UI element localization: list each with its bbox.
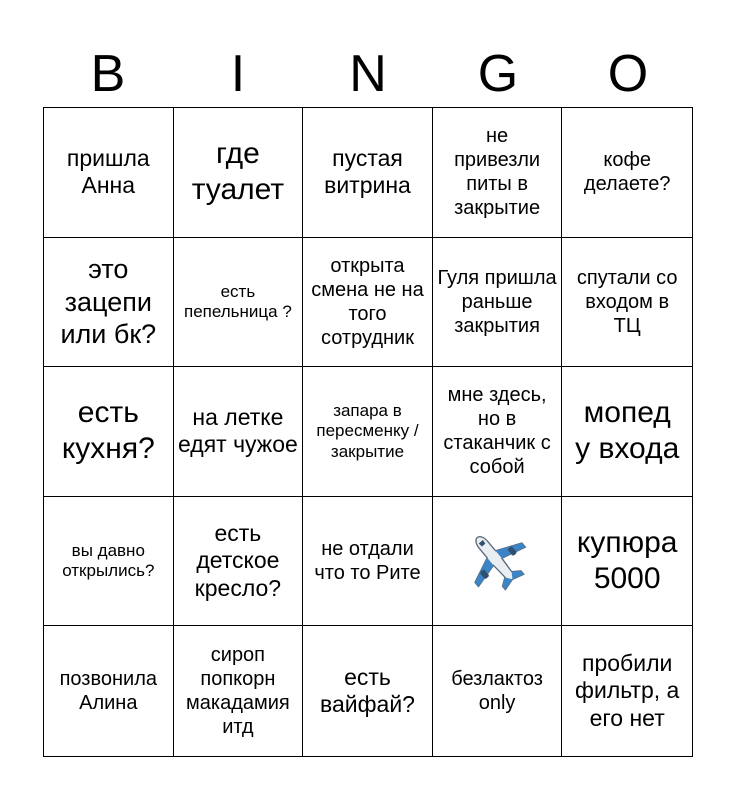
bingo-header <box>43 40 693 108</box>
cell-text: есть детское кресло? <box>194 519 282 601</box>
bingo-cell[interactable] <box>433 367 563 497</box>
bingo-cell[interactable] <box>44 497 174 627</box>
cell-text: есть вайфай? <box>320 663 415 718</box>
header-letter-n: N <box>349 45 387 103</box>
cell-text: не отдали что то Рите <box>314 538 421 585</box>
bingo-cell[interactable] <box>174 238 304 368</box>
bingo-cell[interactable] <box>562 626 692 756</box>
bingo-cell[interactable] <box>44 367 174 497</box>
bingo-cell[interactable] <box>303 238 433 368</box>
cell-text: пустая витрина <box>324 144 411 199</box>
cell-text: не привезли питы в закрытие <box>454 125 541 220</box>
cell-text: на летке едят чужое <box>177 403 298 458</box>
bingo-cell[interactable] <box>303 367 433 497</box>
bingo-cell[interactable] <box>44 108 174 238</box>
cell-text: спутали со входом в ТЦ <box>576 266 678 337</box>
cell-text: есть кухня? <box>61 396 155 466</box>
header-letter-g: G <box>477 45 519 103</box>
cell-text: позвонила Алина <box>59 668 158 715</box>
cell-text: кофе делаете? <box>583 149 671 196</box>
bingo-board <box>43 107 693 757</box>
bingo-cell[interactable] <box>174 108 304 238</box>
bingo-cell[interactable] <box>44 626 174 756</box>
bingo-cell[interactable] <box>303 108 433 238</box>
cell-text: мне здесь, но в стаканчик с собой <box>443 384 551 479</box>
cell-text: это зацепи или бк? <box>60 254 157 350</box>
bingo-cell[interactable] <box>174 497 304 627</box>
cell-text: где туалет <box>191 137 285 207</box>
bingo-cell[interactable] <box>433 108 563 238</box>
header-letter-o: O <box>607 45 649 103</box>
cell-text: есть пепельница ? <box>183 281 292 321</box>
cell-text: вы давно открылись? <box>62 540 155 581</box>
bingo-cell[interactable] <box>303 626 433 756</box>
cell-text: пришла Анна <box>66 144 150 199</box>
bingo-cell[interactable] <box>433 238 563 368</box>
cell-text: купюра 5000 <box>576 526 678 596</box>
cell-text: запара в пересменку / закрытие <box>316 400 419 461</box>
bingo-cell[interactable] <box>562 108 692 238</box>
bingo-cell[interactable] <box>44 238 174 368</box>
cell-text: мопед у входа <box>575 396 680 466</box>
airplane-icon <box>462 526 532 596</box>
cell-text: открыта смена не на того сотрудник <box>311 254 424 349</box>
bingo-cell[interactable] <box>174 367 304 497</box>
cell-text: сироп попкорн макадамия итд <box>186 644 290 739</box>
bingo-cell[interactable] <box>433 626 563 756</box>
cell-text: Гуля пришла раньше закрытия <box>437 266 557 337</box>
header-letter-b: B <box>90 45 126 103</box>
free-space[interactable] <box>433 497 563 627</box>
bingo-cell[interactable] <box>562 367 692 497</box>
bingo-cell[interactable] <box>303 497 433 627</box>
header-letter-i: I <box>230 45 246 103</box>
bingo-cell[interactable] <box>174 626 304 756</box>
bingo-cell[interactable] <box>562 497 692 627</box>
cell-text: пробили фильтр, а его нет <box>575 649 680 731</box>
cell-text: безлактоз only <box>451 668 543 715</box>
bingo-cell[interactable] <box>562 238 692 368</box>
